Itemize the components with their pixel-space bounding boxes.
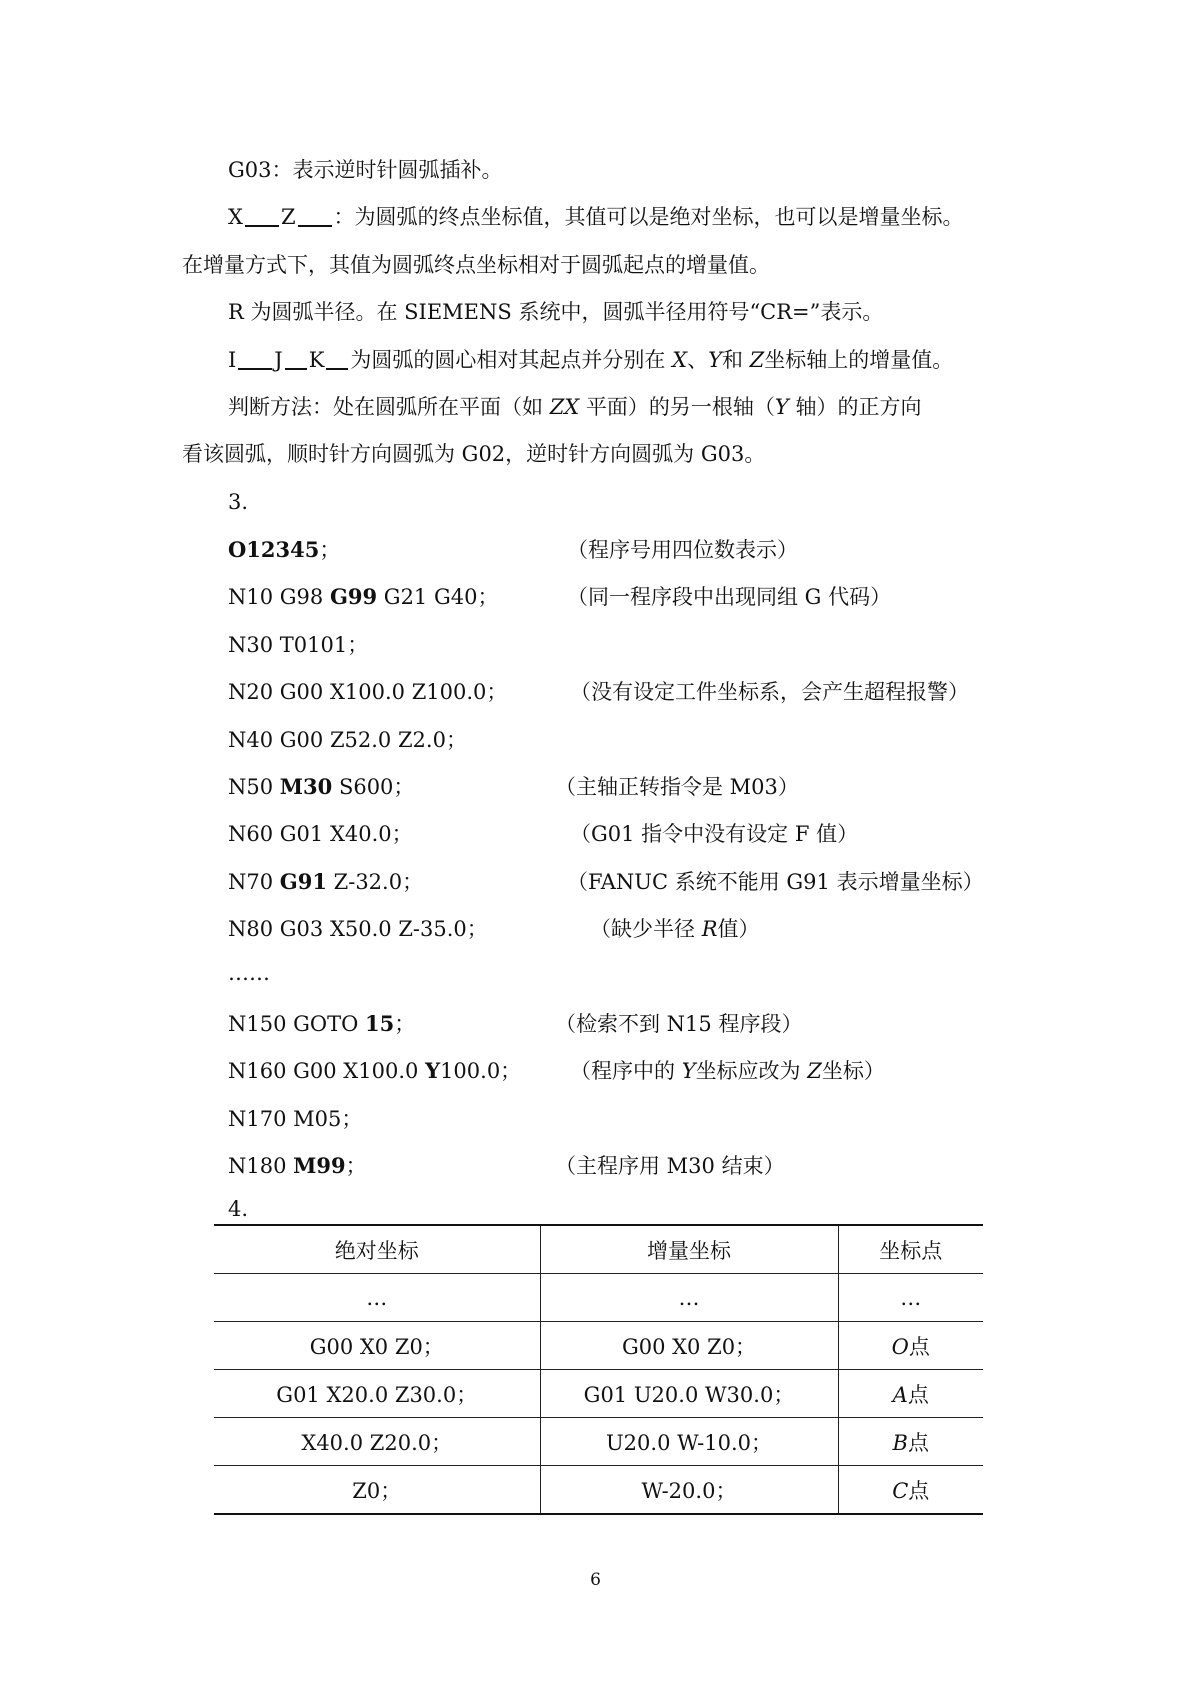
- point-suffix: 点: [908, 1478, 930, 1503]
- program-line-9: N80 G03 X50.0 Z-35.0；: [228, 917, 488, 941]
- point-letter: O: [891, 1334, 909, 1359]
- cell-point: [838, 1466, 983, 1515]
- program-line-6-bold: M30: [279, 774, 333, 799]
- judge-y: Y: [774, 395, 789, 419]
- comment-11-y: Y: [681, 1059, 696, 1083]
- program-line-8-bold: G91: [279, 869, 327, 894]
- program-line-13-bold: M99: [293, 1153, 346, 1178]
- section-3-number: 3.: [228, 490, 249, 514]
- cell-absolute: G01 X20.0 Z30.0；: [276, 1382, 478, 1407]
- x-blank: [245, 205, 279, 227]
- g03-definition: G03：表示逆时针圆弧插补。: [228, 158, 503, 182]
- cell-incremental: W-20.0；: [540, 1466, 838, 1515]
- j-label: J: [274, 348, 283, 372]
- point-suffix: 点: [907, 1430, 929, 1455]
- comment-8: （FANUC 系统不能用 G91 表示增量坐标）: [567, 870, 984, 894]
- cell-incremental: …: [540, 1274, 838, 1322]
- cell-point: [838, 1322, 983, 1370]
- program-line-11: [228, 1057, 521, 1085]
- j-blank: [285, 348, 307, 370]
- header-absolute: 绝对坐标: [334, 1238, 419, 1263]
- program-line-2: [228, 583, 498, 611]
- program-line-13-a: N180: [228, 1154, 294, 1178]
- program-line-2-bold: G99: [329, 584, 378, 609]
- program-line-4: N20 G00 X100.0 Z100.0；: [228, 680, 508, 704]
- comment-6: （主轴正转指令是 M03）: [555, 775, 799, 799]
- comment-9-a: （缺少半径: [590, 917, 702, 941]
- comment-1: （程序号用四位数表示）: [567, 538, 798, 562]
- ijk-sep: 、: [687, 348, 709, 372]
- table-header-row: [214, 1225, 983, 1274]
- page-number: 6: [590, 1570, 601, 1590]
- point-letter: A: [892, 1382, 908, 1407]
- comment-2: （同一程序段中出现同组 G 代码）: [567, 585, 892, 609]
- ijk-text-b: 坐标轴上的增量值。: [764, 348, 954, 372]
- point-letter: C: [892, 1478, 909, 1503]
- header-incremental: 增量坐标: [540, 1225, 838, 1274]
- point-suffix: 点: [908, 1334, 930, 1359]
- comment-11: [570, 1057, 885, 1085]
- xz-text: ：为圆弧的终点坐标值，其值可以是绝对坐标，也可以是增量坐标。: [333, 205, 964, 229]
- comment-7: （G01 指令中没有设定 F 值）: [570, 822, 859, 846]
- program-number: O12345: [228, 537, 320, 562]
- cell-point: …: [838, 1274, 983, 1322]
- r-radius-definition: R 为圆弧半径。在 SIEMENS 系统中，圆弧半径用符号“CR=”表示。: [228, 300, 884, 324]
- comment-9-r: R: [701, 917, 718, 941]
- program-line-13-c: ；: [345, 1154, 367, 1178]
- table-row: [214, 1370, 983, 1418]
- judge-method-continued: 看该圆弧，顺时针方向圆弧为 G02，逆时针方向圆弧为 G03。: [182, 442, 766, 466]
- program-line-10-a: N150 GOTO: [228, 1012, 366, 1036]
- xz-definition: [228, 203, 964, 231]
- cell-incremental: U20.0 W-10.0；: [540, 1418, 838, 1466]
- cell-incremental: G01 U20.0 W30.0；: [540, 1370, 838, 1418]
- program-line-1-semi: ；: [319, 538, 341, 562]
- comment-9: [590, 915, 760, 943]
- program-line-10-c: ；: [394, 1012, 416, 1036]
- program-line-8-a: N70: [228, 870, 280, 894]
- cell-point: [838, 1370, 983, 1418]
- comment-13: （主程序用 M30 结束）: [555, 1154, 785, 1178]
- x-label: X: [228, 205, 243, 229]
- program-line-3: N30 T0101；: [228, 633, 369, 657]
- program-line-6: [228, 773, 414, 801]
- program-line-11-a: N160 G00 X100.0: [228, 1059, 426, 1083]
- header-point: 坐标点: [838, 1225, 983, 1274]
- program-ellipsis: ……: [228, 961, 270, 985]
- point-letter: B: [892, 1430, 908, 1455]
- program-line-10: [228, 1010, 415, 1038]
- k-blank: [326, 348, 348, 370]
- program-line-2-c: G21 G40；: [377, 585, 499, 609]
- z-blank: [298, 205, 332, 227]
- cell-absolute: X40.0 Z20.0；: [301, 1430, 453, 1455]
- cell-point: [838, 1418, 983, 1466]
- program-line-13: [228, 1152, 367, 1180]
- ijk-x: X: [672, 348, 688, 372]
- program-line-10-bold: 15: [365, 1011, 395, 1036]
- incremental-definition: 在增量方式下，其值为圆弧终点坐标相对于圆弧起点的增量值。: [182, 253, 770, 277]
- comment-11-b: 坐标应改为: [695, 1059, 808, 1083]
- program-line-1: [228, 536, 340, 564]
- point-suffix: 点: [907, 1382, 929, 1407]
- section-4-number: 4.: [228, 1197, 249, 1221]
- ijk-text-a: 为圆弧的圆心相对其起点并分别在: [350, 348, 673, 372]
- comment-4: （没有设定工件坐标系，会产生超程报警）: [570, 680, 969, 704]
- program-line-11-bold: Y: [425, 1058, 441, 1083]
- ijk-definition: [228, 346, 953, 374]
- judge-zx: ZX: [549, 395, 580, 419]
- comment-11-z: Z: [807, 1059, 822, 1083]
- comment-11-a: （程序中的: [570, 1059, 682, 1083]
- program-line-2-a: N10 G98: [228, 585, 330, 609]
- cell-absolute: …: [366, 1285, 388, 1310]
- ijk-z: Z: [749, 348, 765, 372]
- table-row: [214, 1418, 983, 1466]
- program-line-8: [228, 868, 423, 896]
- judge-text-c: 轴）的正方向: [788, 395, 922, 419]
- table-row: [214, 1322, 983, 1370]
- judge-method: [228, 393, 921, 421]
- coordinate-table: [214, 1224, 983, 1515]
- table-row: [214, 1466, 983, 1515]
- i-label: I: [228, 348, 237, 372]
- program-line-5: N40 G00 Z52.0 Z2.0；: [228, 728, 467, 752]
- program-line-6-c: S600；: [332, 775, 415, 799]
- cell-incremental: G00 X0 Z0；: [540, 1322, 838, 1370]
- judge-text-a: 判断方法：处在圆弧所在平面（如: [228, 395, 550, 419]
- comment-9-b: 值）: [717, 917, 760, 941]
- comment-11-c: 坐标）: [821, 1059, 885, 1083]
- table-row: [214, 1274, 983, 1322]
- ijk-y: Y: [708, 348, 722, 372]
- judge-text-b: 平面）的另一根轴（: [579, 395, 775, 419]
- program-line-8-c: Z-32.0；: [326, 870, 424, 894]
- z-label: Z: [280, 205, 296, 229]
- program-line-6-a: N50: [228, 775, 280, 799]
- comment-10: （检索不到 N15 程序段）: [555, 1012, 803, 1036]
- program-line-11-c: 100.0；: [440, 1059, 522, 1083]
- cell-absolute: G00 X0 Z0；: [309, 1334, 444, 1359]
- cell-absolute: Z0；: [352, 1478, 402, 1503]
- k-label: K: [308, 348, 325, 372]
- ijk-and: 和: [721, 348, 750, 372]
- program-line-7: N60 G01 X40.0；: [228, 822, 413, 846]
- program-line-12: N170 M05；: [228, 1107, 363, 1131]
- i-blank: [238, 348, 272, 370]
